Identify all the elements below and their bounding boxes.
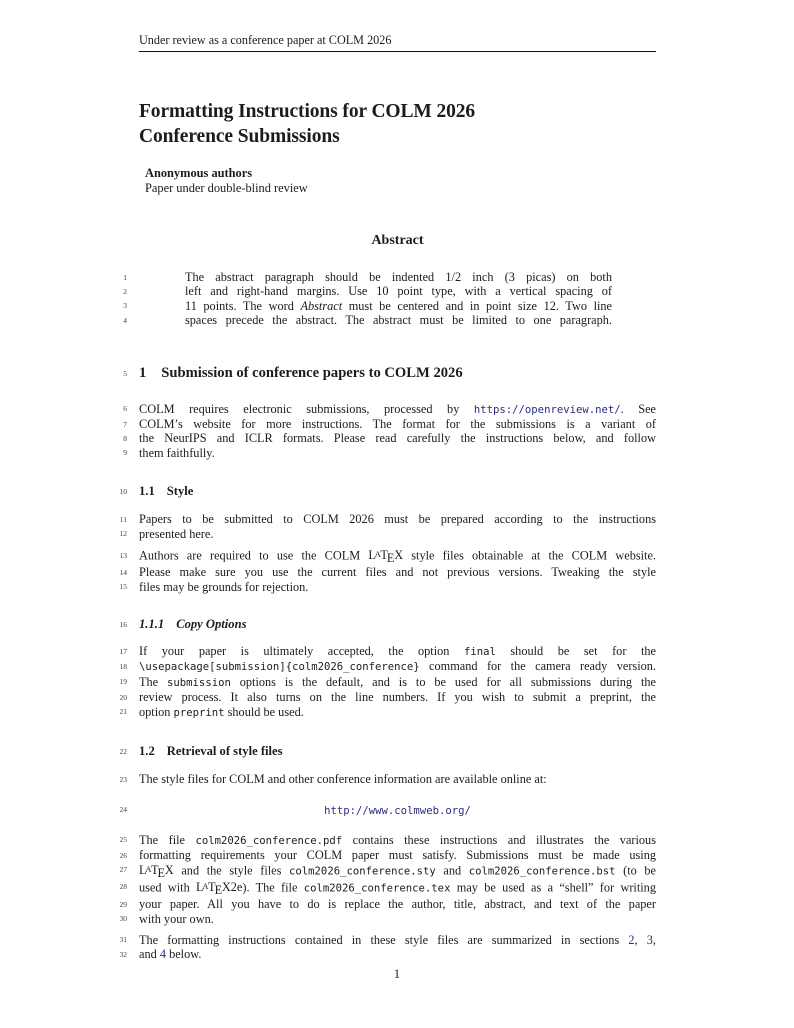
latex-logo-a: A (374, 550, 381, 560)
text-run: left and right-hand margins. Use 10 point type, with a vertical spacing of (185, 284, 612, 299)
line-text (139, 431, 656, 445)
line-number: 12 (119, 529, 127, 539)
line-text (139, 548, 656, 565)
url-link[interactable]: http://www.colmweb.org/ (324, 804, 471, 817)
text-run: must be centered and in point size 12. Two line (342, 298, 613, 313)
heading-number: 1.2 (139, 744, 155, 759)
text-line (123, 431, 656, 446)
line-number: 7 (123, 419, 127, 429)
text-column (119, 0, 656, 962)
text-line (119, 579, 656, 594)
section-ref-link[interactable]: 2 (628, 932, 635, 947)
text-line (119, 863, 656, 880)
text-line (123, 270, 612, 284)
latex-logo: LATEX2e (196, 880, 243, 897)
line-text (139, 675, 656, 690)
line-text (139, 848, 656, 862)
text-run: Authors are required to use the COLM (139, 548, 369, 563)
section-ref-link[interactable]: 3 (646, 932, 653, 947)
line-text (185, 299, 612, 313)
latex-logo: LATEX (368, 548, 404, 565)
paragraph (119, 644, 656, 720)
line-text (139, 580, 656, 594)
line-text (139, 772, 656, 786)
text-line (119, 674, 656, 690)
text-run: review process. It also turns on the line numbers. If you wish to submit a preprint, the (139, 690, 656, 705)
text-run: formatting requirements your COLM paper must satisfy. Submissions must be made using (139, 848, 656, 863)
text-line (119, 947, 656, 962)
latex-logo-e: E (214, 882, 223, 897)
text-run: your paper. All you have to do is replace the author, title, abstract, and text of the paper (139, 897, 656, 912)
text-run: ). The file (242, 880, 304, 895)
heading-1.1 (119, 484, 656, 499)
line-number: 30 (119, 914, 127, 923)
text-run: , (652, 932, 656, 947)
line-number: 22 (119, 747, 127, 757)
text-line (119, 932, 656, 947)
text-run: and (435, 863, 469, 878)
centered-line (119, 803, 656, 818)
line-number: 11 (119, 514, 127, 524)
latex-logo: LATEX (139, 863, 174, 880)
authors-block (145, 166, 656, 196)
document-body (119, 364, 656, 962)
heading-text: Submission of conference papers to COLM 2026 (161, 364, 463, 381)
paragraph (119, 932, 656, 962)
text-line (119, 897, 656, 912)
line-text (185, 313, 612, 327)
inline-code: final (463, 646, 496, 659)
page-number: 1 (393, 967, 401, 981)
line-text (139, 880, 656, 897)
text-line (119, 704, 656, 720)
text-run: COLM requires electronic submissions, processed by (139, 401, 474, 416)
heading-1 (123, 364, 656, 382)
text-run: The (139, 674, 168, 689)
text-run: used with (139, 880, 197, 895)
line-number: 13 (119, 550, 127, 560)
text-line (119, 659, 656, 674)
url-link[interactable]: https://openreview.net/ (473, 403, 621, 416)
latex-logo-e: E (157, 865, 166, 880)
line-number: 9 (123, 448, 127, 458)
line-number: 23 (119, 774, 127, 784)
text-run: the NeurIPS and ICLR formats. Please read carefully the instructions below, and follow (139, 431, 656, 446)
paragraph (119, 512, 656, 541)
text-run: should be set for the (495, 644, 656, 659)
section-ref-link[interactable]: 4 (159, 947, 166, 962)
heading-text: Style (166, 484, 194, 499)
line-number: 10 (119, 487, 127, 497)
text-run: COLM’s website for more instructions. The format for the submissions is a variant of (139, 417, 656, 432)
line-number: 25 (119, 835, 127, 845)
paper-title-line-2: Conference Submissions (139, 126, 340, 147)
line-number: 5 (123, 368, 127, 378)
line-text (139, 947, 656, 961)
text-run: Papers to be submitted to COLM 2026 must be prepared according to the instructions (139, 512, 656, 527)
text-line (119, 848, 656, 863)
line-text (139, 565, 656, 579)
line-text (139, 446, 656, 460)
text-run: The formatting instructions contained in these style files are summarized in sections (139, 932, 629, 947)
line-number: 17 (119, 646, 127, 656)
line-number: 4 (123, 315, 127, 325)
line-text (139, 803, 656, 818)
text-line (119, 690, 656, 705)
authors-name: Anonymous authors (145, 166, 253, 180)
heading-text: Retrieval of style files (166, 744, 283, 759)
line-text (139, 402, 656, 417)
text-line (119, 512, 656, 527)
text-line (119, 644, 656, 659)
text-line (123, 313, 612, 328)
latex-logo-a: A (202, 881, 209, 891)
text-run: spaces precede the abstract. The abstract must be limited to one paragraph. (185, 313, 612, 328)
inline-code: preprint (173, 706, 225, 719)
line-text (139, 933, 656, 947)
text-run: may be used as a “shell” for writing (450, 880, 656, 895)
text-run: files may be grounds for rejection. (139, 579, 309, 594)
text-line (119, 565, 656, 580)
line-number: 24 (119, 805, 127, 814)
line-text (139, 863, 656, 880)
line-number: 14 (119, 567, 127, 577)
heading-1.2 (119, 744, 656, 759)
abstract-heading: Abstract (371, 233, 424, 248)
text-line (123, 284, 612, 299)
line-text (139, 690, 656, 704)
inline-code: colm2026_conference.tex (303, 882, 451, 895)
latex-logo-e: E (386, 550, 395, 565)
line-text (139, 527, 656, 541)
text-run: contains these instructions and illustrates the various (342, 832, 656, 847)
text-run: Abstract (300, 298, 343, 313)
line-number: 32 (119, 949, 127, 959)
text-line (123, 401, 656, 417)
paragraph (123, 401, 656, 461)
line-number: 29 (119, 899, 127, 909)
line-number: 18 (119, 661, 127, 671)
line-number: 31 (119, 935, 127, 945)
inline-code: colm2026_conference.bst (468, 865, 616, 878)
line-number: 20 (119, 692, 127, 702)
inline-code: colm2026_conference.sty (289, 865, 436, 878)
line-number: 19 (119, 677, 127, 687)
text-run: The file (139, 832, 196, 847)
line-number: 6 (123, 404, 127, 414)
running-head: Under review as a conference paper at COLM 2026 (139, 33, 392, 47)
text-run: (to be (615, 863, 656, 878)
text-line (123, 298, 613, 313)
heading-number: 1 (139, 364, 147, 381)
text-line (119, 526, 656, 541)
line-text (139, 659, 656, 674)
text-run: Please make sure you use the current files and not previous versions. Tweaking the style (139, 565, 656, 580)
text-line (123, 417, 656, 432)
text-run: below. (166, 947, 202, 962)
heading-text: Copy Options (176, 617, 247, 632)
text-run: command for the camera ready version. (419, 659, 656, 674)
line-text (139, 833, 656, 848)
text-run: 11 points. The word (185, 298, 301, 313)
line-number: 28 (119, 882, 127, 892)
paper-title-line-1: Formatting Instructions for COLM 2026 (139, 101, 476, 122)
line-text (139, 912, 656, 926)
line-number: 27 (119, 865, 127, 875)
text-run: style files obtainable at the COLM website. (403, 548, 656, 563)
text-run: presented here. (139, 526, 214, 541)
line-number: 8 (123, 433, 127, 443)
text-run: , (634, 932, 647, 947)
line-number: 3 (123, 301, 127, 311)
text-line (119, 880, 656, 897)
text-run: The style files for COLM and other conference information are available online at: (139, 772, 547, 787)
line-number: 2 (123, 286, 127, 296)
text-run: The abstract paragraph should be indented 1/2 inch (3 picas) on both (185, 270, 612, 284)
heading-1.1.1 (119, 617, 656, 632)
text-run: and the style files (173, 863, 290, 878)
authors-subtitle: Paper under double-blind review (145, 181, 308, 195)
text-line (119, 772, 656, 787)
line-number: 16 (119, 620, 127, 630)
paragraph (119, 772, 656, 787)
text-run: . See (620, 401, 656, 416)
inline-code: \usepackage[submission]{colm2026_conference} (139, 661, 420, 674)
header-rule (139, 51, 656, 52)
text-line (119, 911, 656, 926)
text-line (123, 445, 656, 460)
line-number: 26 (119, 850, 127, 860)
text-run: should be used. (224, 704, 304, 719)
paper-title (139, 99, 656, 149)
text-run: and (139, 947, 160, 962)
paragraph (119, 548, 656, 594)
line-number: 15 (119, 582, 127, 592)
line-text (139, 644, 656, 659)
text-line (119, 832, 656, 848)
heading-number: 1.1 (139, 484, 155, 499)
text-line (119, 803, 656, 818)
inline-code: colm2026_conference.pdf (195, 834, 343, 847)
abstract-body (123, 270, 613, 328)
line-text (139, 417, 656, 431)
line-text (185, 270, 612, 284)
line-number: 1 (123, 272, 127, 282)
heading-number: 1.1.1 (139, 617, 165, 632)
line-number: 21 (119, 707, 127, 717)
text-run: them faithfully. (139, 445, 215, 460)
line-text (185, 284, 612, 298)
inline-code: submission (167, 676, 231, 689)
text-run: If your paper is ultimately accepted, the option (139, 644, 464, 659)
text-run: option (139, 704, 174, 719)
latex-logo-a: A (145, 864, 152, 874)
paragraph (119, 832, 656, 926)
line-text (139, 512, 656, 526)
text-run: options is the default, and is to be used for all submissions during the (230, 674, 656, 689)
line-text (139, 705, 656, 720)
text-run: with your own. (139, 911, 214, 926)
text-line (119, 548, 656, 565)
line-text (139, 897, 656, 911)
